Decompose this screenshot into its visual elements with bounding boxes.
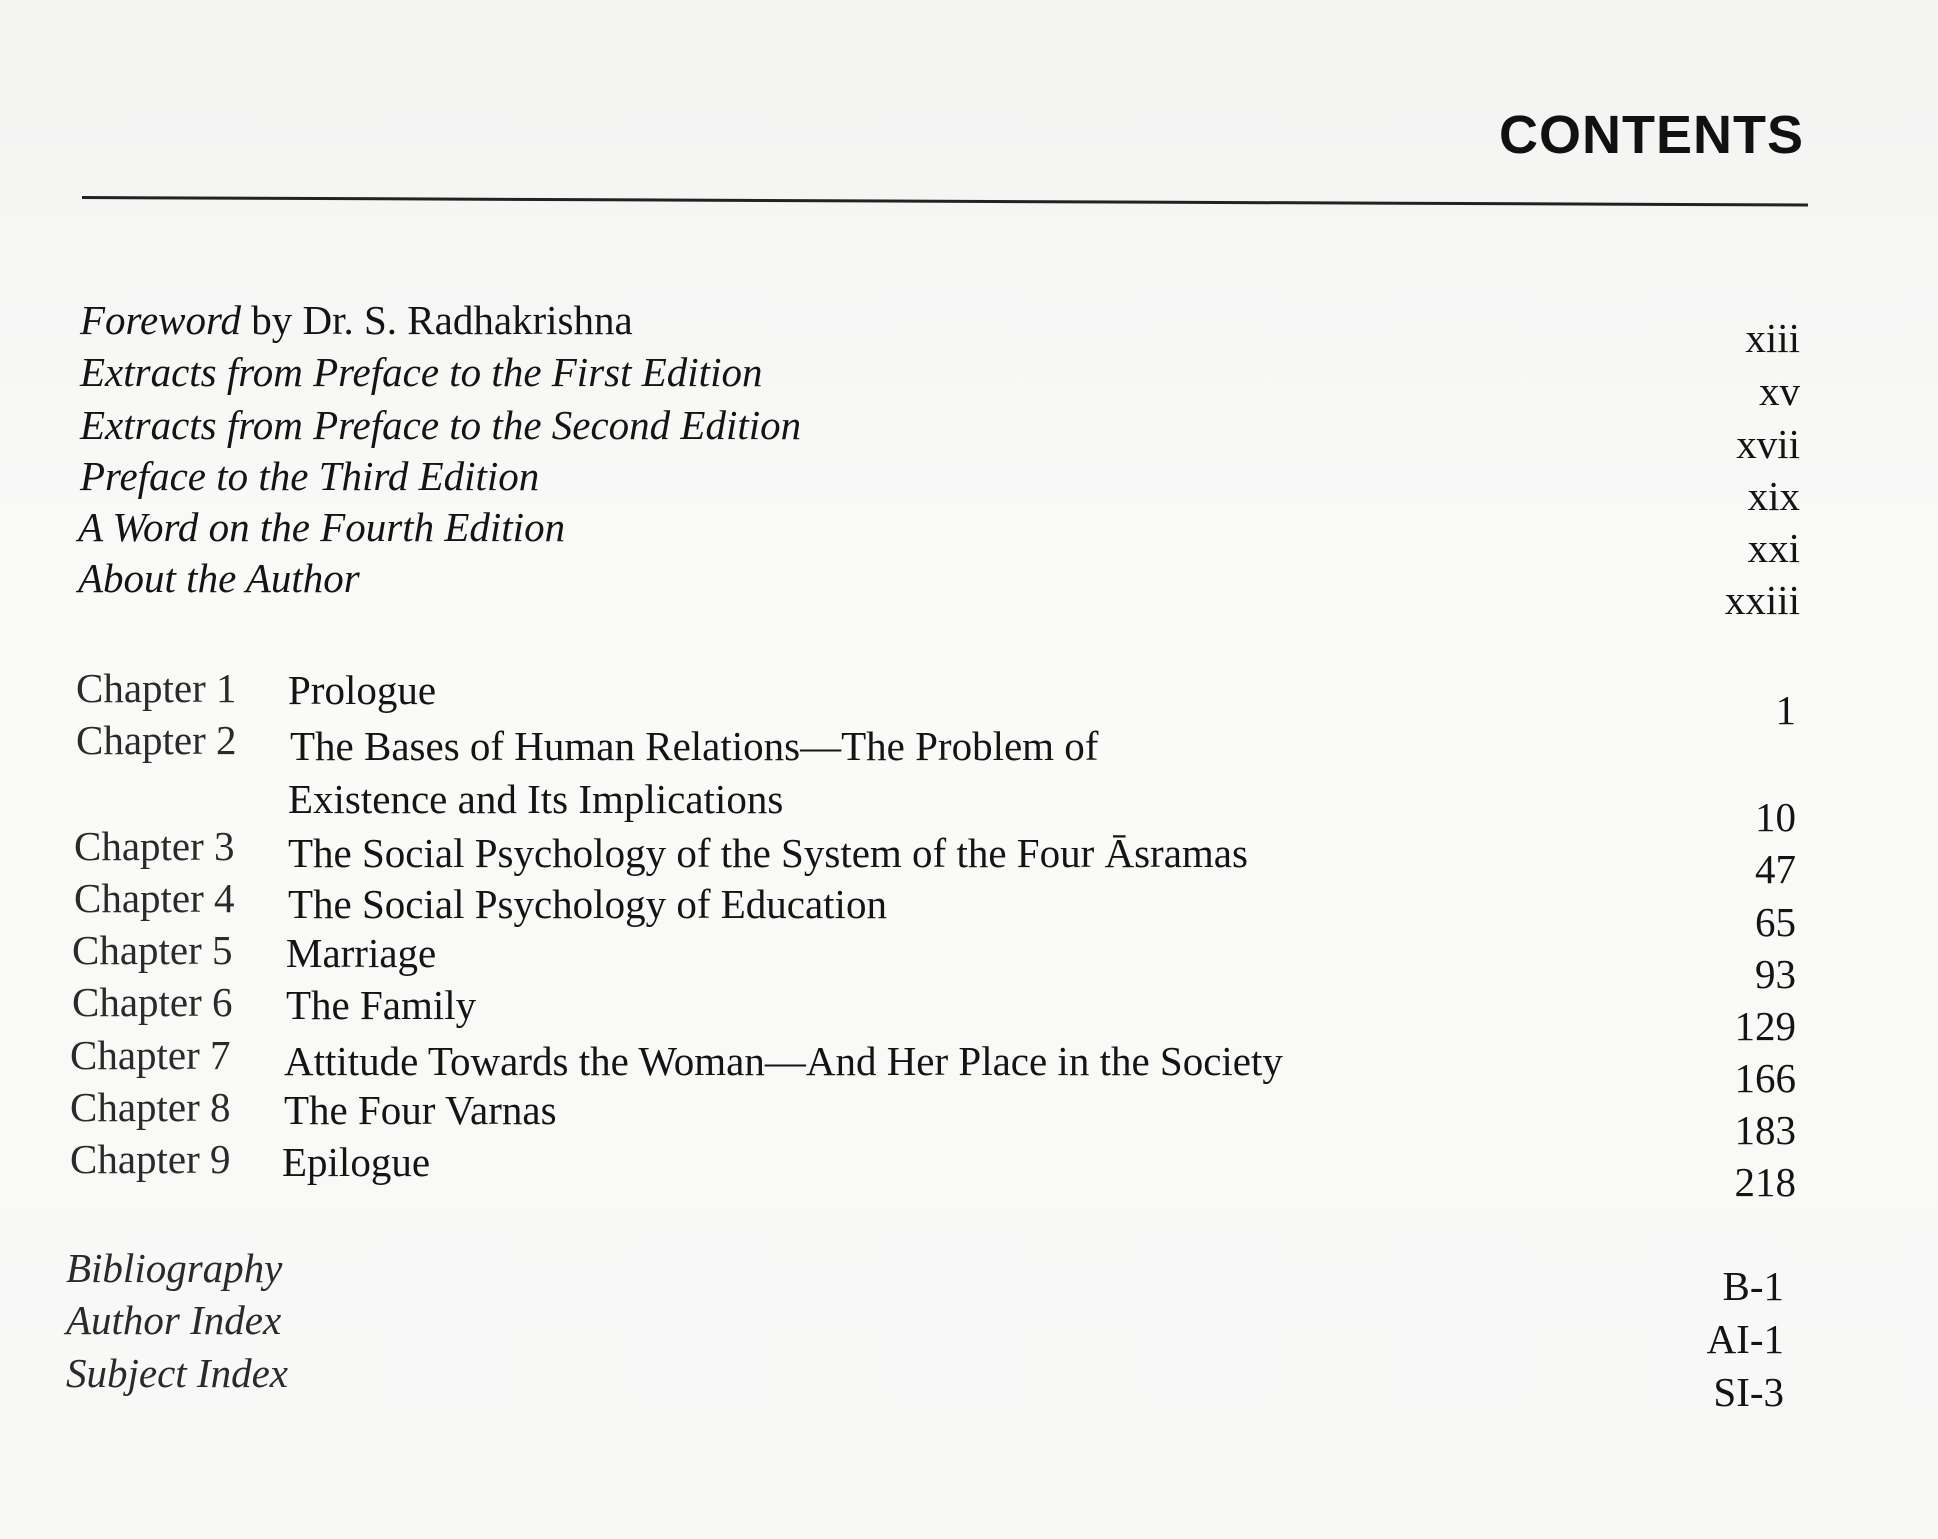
front-matter-entry (80, 402, 802, 448)
entry-title: Extracts from Preface to the Second Edition (80, 402, 802, 448)
chapter-label: Chapter 3 (74, 823, 235, 869)
chapter-label: Chapter 9 (70, 1136, 231, 1182)
page-number: 166 (1734, 1055, 1796, 1101)
chapter-title-continued: Existence and Its Implications (288, 776, 784, 822)
back-matter-entry (66, 1297, 282, 1343)
front-matter-entry (80, 453, 540, 499)
page-number: 183 (1734, 1107, 1796, 1153)
page-number: 1 (1775, 687, 1796, 733)
page-number: 218 (1734, 1159, 1796, 1205)
chapter-label: Chapter 1 (76, 665, 237, 711)
chapter-label: Chapter 4 (74, 875, 235, 921)
page-number: 93 (1755, 951, 1796, 997)
chapter-title: The Family (286, 982, 477, 1028)
page-number: xvii (1736, 421, 1800, 467)
page-number: xiii (1745, 315, 1800, 361)
entry-title: Author Index (66, 1297, 282, 1343)
page-number: xxi (1747, 525, 1800, 571)
page-number: 10 (1755, 794, 1796, 840)
page-number: AI-1 (1706, 1316, 1784, 1362)
entry-title: Preface to the Third Edition (80, 453, 540, 499)
page-number: SI-3 (1713, 1369, 1784, 1415)
heading-rule (82, 196, 1808, 207)
chapter-title: Attitude Towards the Woman—And Her Place in the Society (284, 1038, 1283, 1084)
chapter-title: Prologue (288, 667, 437, 713)
entry-title: Foreword (80, 297, 241, 343)
entry-title: About the Author (78, 555, 360, 601)
chapter-label: Chapter 6 (72, 979, 233, 1025)
page-title: CONTENTS (1499, 105, 1804, 165)
chapter-label: Chapter 7 (70, 1032, 231, 1078)
page-number: 65 (1755, 899, 1796, 945)
chapter-title: The Bases of Human Relations—The Problem of (290, 723, 1099, 769)
chapter-label: Chapter 2 (76, 717, 237, 763)
page-number: 47 (1755, 846, 1796, 892)
page-number: xxiii (1724, 577, 1800, 623)
page-number: xix (1747, 473, 1800, 519)
page-number: B-1 (1722, 1263, 1784, 1309)
chapter-title: Epilogue (282, 1139, 431, 1185)
page-number: xv (1759, 368, 1800, 414)
chapter-title: The Social Psychology of Education (288, 881, 887, 927)
entry-title: Bibliography (66, 1245, 283, 1291)
front-matter-entry (80, 297, 633, 343)
entry-title: A Word on the Fourth Edition (78, 504, 566, 550)
back-matter-entry (66, 1245, 283, 1291)
entry-title-suffix: by Dr. S. Radhakrishna (240, 297, 633, 343)
front-matter-entry (78, 504, 566, 550)
entry-title: Subject Index (66, 1350, 288, 1396)
chapter-title: Marriage (286, 930, 437, 976)
front-matter-entry (80, 349, 763, 395)
chapter-title: The Four Varnas (284, 1087, 557, 1133)
page-number: 129 (1734, 1003, 1796, 1049)
chapter-label: Chapter 8 (70, 1084, 231, 1130)
chapter-label: Chapter 5 (72, 927, 233, 973)
front-matter-entry (78, 555, 360, 601)
entry-title: Extracts from Preface to the First Edition (80, 349, 763, 395)
back-matter-entry (66, 1350, 288, 1396)
chapter-title: The Social Psychology of the System of the Four Āsramas (288, 830, 1248, 876)
